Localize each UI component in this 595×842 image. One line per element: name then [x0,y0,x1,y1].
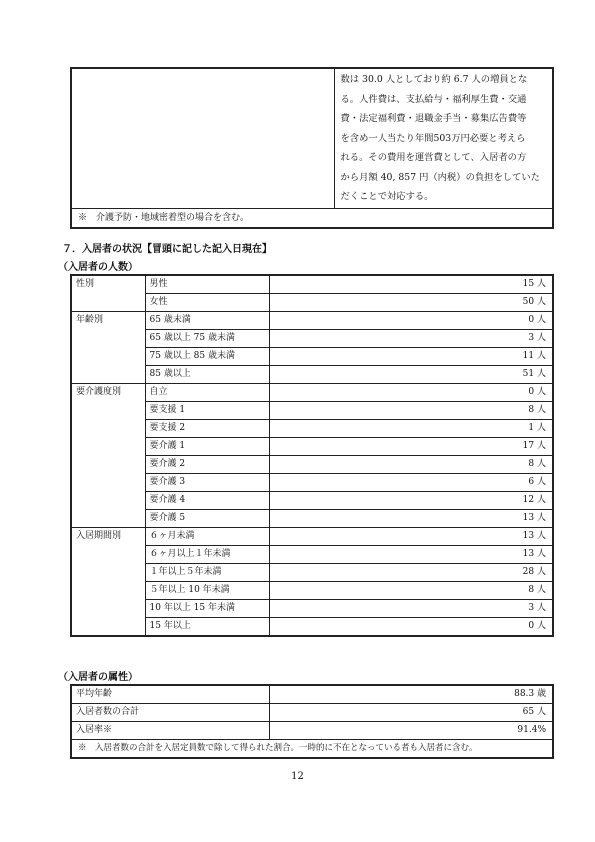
row-label: 男性 [145,275,269,294]
continuation-left-cell [71,68,334,208]
resident-count-heading: （入居者の人数） [58,262,138,273]
row-label: 85 歳以上 [145,366,269,384]
continuation-note-row [71,208,553,228]
row-label: 女性 [145,294,269,312]
continuation-text-line: 費・法定福利費・退職金手当・募集広告費等 [340,113,527,124]
row-value: 8 人 [269,582,553,600]
attribute-label: 入居率※ [71,722,269,740]
category-label: 性別 [71,275,145,312]
continuation-text-line: だくことで対応する。 [340,191,434,202]
resident-count-table [70,274,554,637]
row-label: 65 歳以上 75 歳未満 [145,330,269,348]
attributes-note-row [71,740,553,759]
continuation-text-line: る。人件費は、支払給与・福利厚生費・交通 [340,93,527,105]
row-value: 13 人 [269,546,553,564]
continuation-row [71,68,553,208]
section-7-heading: ７．入居者の状況【冒頭に記した記入日現在】 [62,244,272,255]
row-value: 3 人 [269,600,553,618]
row-label: 10 年以上 15 年未満 [145,600,269,618]
row-value: 6 人 [269,474,553,492]
row-label: 自立 [145,384,269,402]
row-value: 3 人 [269,330,553,348]
row-value: 13 人 [269,528,553,546]
row-label: 要介護 5 [145,510,269,528]
row-value: 0 人 [269,384,553,402]
continuation-text-line: 数は 30.0 人としており約 6.7 人の増員とな [340,74,528,85]
category-label: 入居期間別 [71,528,145,637]
attribute-value: 88.3 歳 [269,685,553,704]
continuation-note: ※ 介護予防・地域密着型の場合を含む。 [71,208,553,228]
table-row [71,312,553,330]
row-value: 17 人 [269,438,553,456]
table-row [71,528,553,546]
row-label: 要支援 1 [145,402,269,420]
table-row [71,384,553,402]
row-value: 51 人 [269,366,553,384]
row-label: 75 歳以上 85 歳未満 [145,348,269,366]
continuation-table [70,67,554,229]
category-label: 要介護度別 [71,384,145,528]
row-value: 0 人 [269,618,553,637]
attribute-value: 65 人 [269,704,553,722]
row-value: 13 人 [269,510,553,528]
continuation-text-line: から月額 40, 857 円（内税）の負担をしていた [340,171,540,183]
row-value: 28 人 [269,564,553,582]
row-label: ５年以上 10 年未満 [145,582,269,600]
row-value: 1 人 [269,420,553,438]
row-label: １年以上５年未満 [145,564,269,582]
row-label: 15 年以上 [145,618,269,637]
attribute-value: 91.4% [269,722,553,740]
row-label: ６ヶ月以上１年未満 [145,546,269,564]
continuation-text-line: を含め一人当たり年間503万円必要と考えら [340,132,526,144]
table-row [71,275,553,294]
row-value: 0 人 [269,312,553,330]
page-number: 12 [291,771,304,782]
occupancy-rate-note: ※ 入居者数の合計を入居定員数で除して得られた割合。一時的に不在となっている者も入居者に含む。 [71,740,553,759]
continuation-text-line: れる。その費用を運営費として、入居者の方 [340,152,527,163]
row-label: 要支援 2 [145,420,269,438]
row-label: 要介護 1 [145,438,269,456]
row-value: 11 人 [269,348,553,366]
row-label: 要介護 4 [145,492,269,510]
continuation-text-cell [334,68,553,208]
row-label: 要介護 3 [145,474,269,492]
attribute-label: 平均年齢 [71,685,269,704]
table-row [71,704,553,722]
row-value: 50 人 [269,294,553,312]
attribute-label: 入居者数の合計 [71,704,269,722]
resident-attributes-heading: （入居者の属性） [58,672,138,683]
row-label: 65 歳未満 [145,312,269,330]
row-value: 12 人 [269,492,553,510]
resident-attributes-table [70,684,554,759]
category-label: 年齢別 [71,312,145,384]
row-label: ６ヶ月未満 [145,528,269,546]
table-row [71,722,553,740]
row-value: 15 人 [269,275,553,294]
row-value: 8 人 [269,402,553,420]
table-row [71,685,553,704]
row-label: 要介護 2 [145,456,269,474]
row-value: 8 人 [269,456,553,474]
